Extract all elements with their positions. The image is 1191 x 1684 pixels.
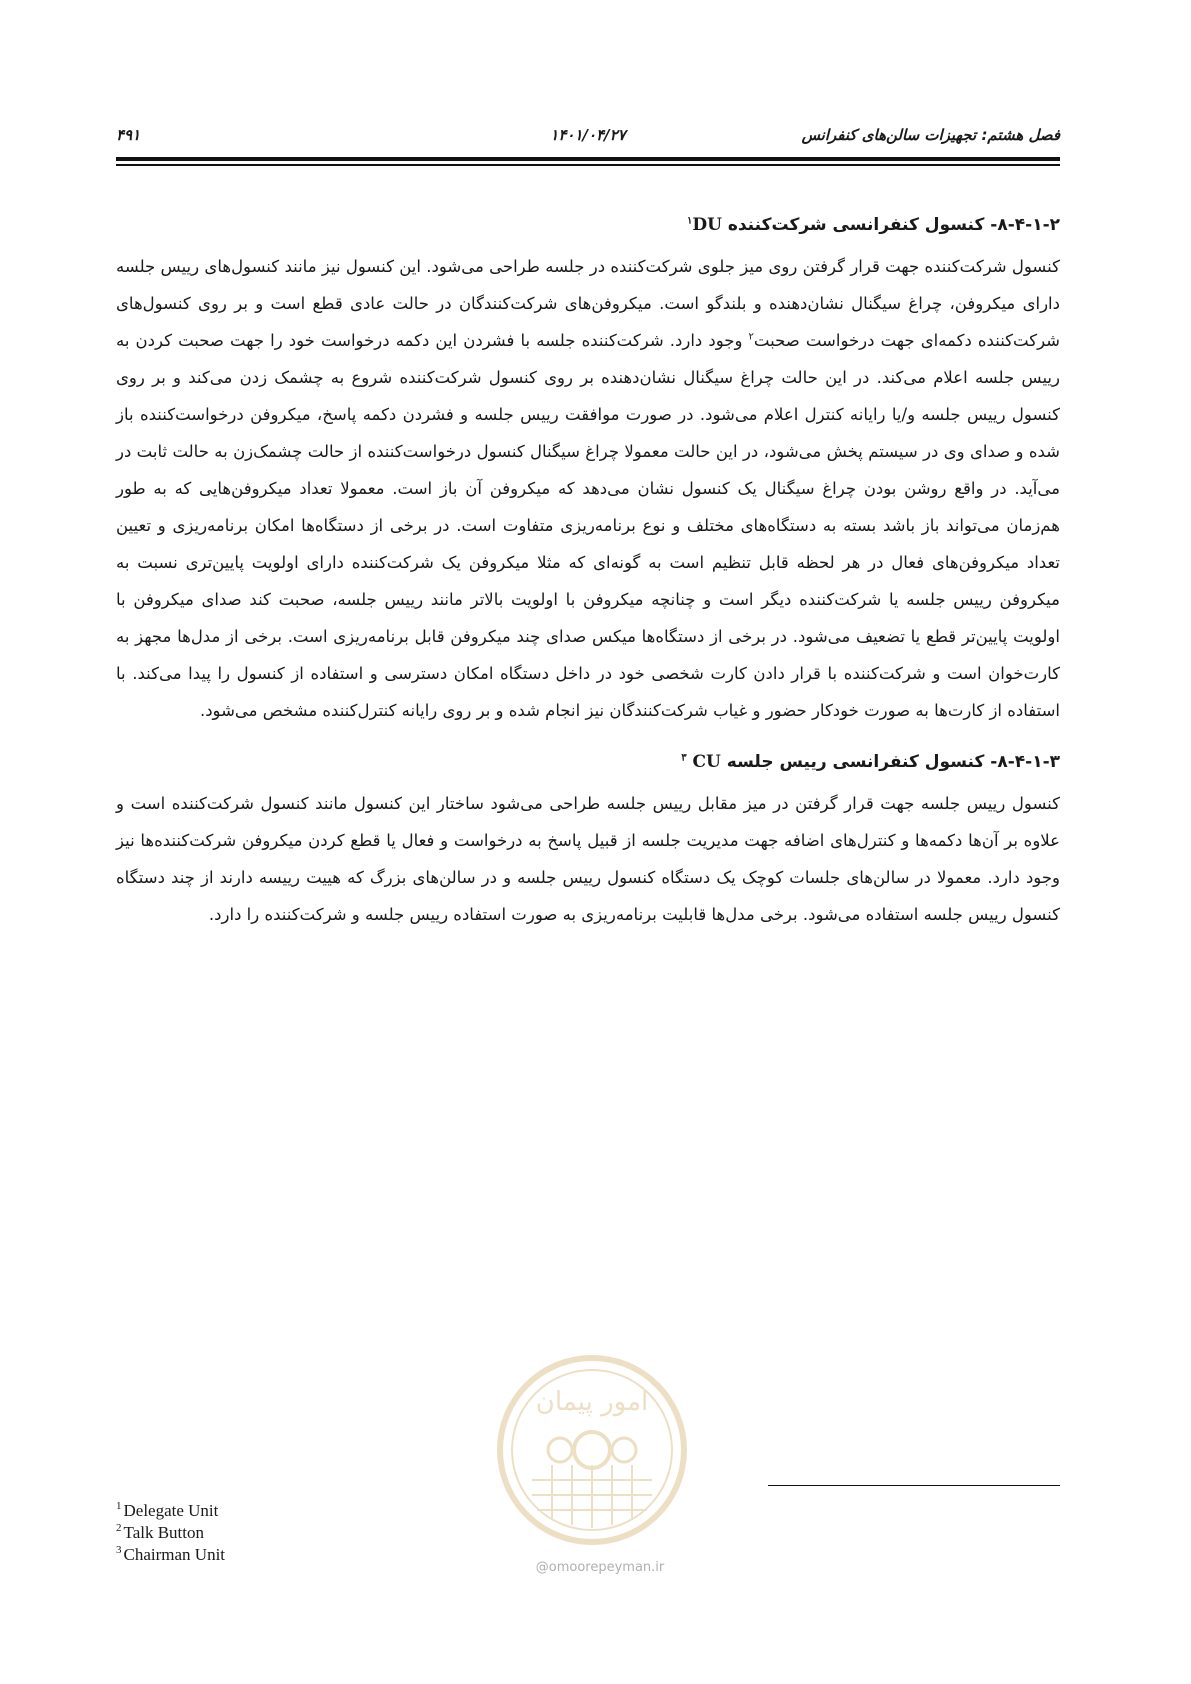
page-header (116, 122, 1060, 152)
footnote-marker: ۱ (686, 215, 693, 227)
footnote-marker: ۳ (681, 752, 687, 764)
section-heading-text: ۸-۴-۱-۲- کنسول کنفرانسی شرکت‌کننده (727, 215, 1060, 235)
paragraph-text-part1: کنسول شرکت‌کننده جهت قرار گرفتن روی میز جلوی شرکت‌کننده در جلسه طراحی می‌شود. این کنسول نیز مانند کنسول‌های رییس جلسه دارای میکروفن، چراغ سیگنال نشان‌دهنده و بلندگو است. میکروفن‌های شرکت‌کنندگان در حالت عادی قطع است و بر روی کنسول‌های شرکت‌کننده دکمه‌ای جهت درخواست صحبت (116, 257, 1061, 350)
watermark-logo (492, 1350, 692, 1580)
paragraph-text: کنسول رییس جلسه جهت قرار گرفتن در میز مقابل رییس جلسه طراحی می‌شود ساختار این کنسول مانند کنسول شرکت‌کننده است و علاوه بر آن‌ها دکمه‌ها و کنترل‌های اضافه جهت مدیریت جلسه از قبیل پاسخ به درخواست و فعال یا قطع کردن میکروفن شرکت‌کننده‌ها نیز وجود دارد. معمولا در سالن‌های جلسات کوچک یک دستگاه کنسول رییس جلسه و در سالن‌های بزرگ که هییت رییسه دارند از چند دستگاه کنسول رییس جلسه استفاده می‌شود. برخی مدل‌ها قابلیت برنامه‌ریزی به صورت استفاده رییس جلسه و شرکت‌کننده را دارد. (116, 794, 1060, 924)
paragraph-delegate-unit (116, 248, 1060, 729)
section-heading-abbr: $^۱$DU (686, 215, 722, 235)
paragraph-text (116, 248, 1060, 729)
footnotes (116, 1500, 516, 1566)
chapter-title: فصل هشتم: تجهیزات سالن‌های کنفرانس (801, 126, 1060, 144)
footnote-rule (768, 1485, 1060, 1486)
watermark-logo-text: امور پیمان (535, 1387, 649, 1417)
section-heading-cu (116, 747, 1060, 777)
footnote-marker: ۲ (748, 331, 754, 343)
page-content (116, 210, 1060, 933)
paragraph-chairman-unit (116, 785, 1060, 933)
section-heading-text: ۸-۴-۱-۳- کنسول کنفرانسی رییس جلسه (726, 752, 1060, 772)
page-number: ۴۹۱ (116, 126, 141, 144)
header-rule-thick (116, 157, 1060, 161)
paragraph-text-part2: وجود دارد. شرکت‌کننده جلسه با فشردن این دکمه درخواست خود را جهت صحبت کردن به رییس جلسه اعلام می‌کند. در این حالت چراغ سیگنال نشان‌دهنده بر روی کنسول شرکت‌کننده شروع به چشمک زدن می‌کند و بر روی کنسول رییس جلسه و/یا رایانه کنترل اعلام می‌شود. در صورت موافقت رییس جلسه و فشردن دکمه پاسخ، میکروفن درخواست‌کننده باز شده و صدای وی در سیستم پخش می‌شود، در این حالت معمولا چراغ سیگنال کنسول درخواست‌کننده از حالت چشمک‌زن به حالت ثابت در می‌آید. در واقع روشن بودن چراغ سیگنال یک کنسول نشان می‌دهد که میکروفن آن باز است. معمولا تعداد میکروفن‌هایی که به طور هم‌زمان می‌تواند باز باشد بسته به دستگاه‌های مختلف و نوع برنامه‌ریزی متفاوت است. در برخی از دستگاه‌ها امکان برنامه‌ریزی و تعیین تعداد میکروفن‌های فعال در هر لحظه قابل تنظیم است به گونه‌ای که مثلا میکروفن یک شرکت‌کننده دارای اولویت پایین‌تری نسبت به میکروفن رییس جلسه یا شرکت‌کننده دیگر است و چنانچه میکروفن با اولویت بالاتر مانند رییس جلسه، صحبت کند صدای میکروفن با اولویت پایین‌تر قطع یا تضعیف می‌شود. در برخی از دستگاه‌ها میکس صدای چند میکروفن قابل برنامه‌ریزی است. برخی از مدل‌ها مجهز به کارت‌خوان است و شرکت‌کننده با قرار دادن کارت شخصی خود در داخل دستگاه امکان دسترسی و استفاده از کنسول را پیدا می‌کند. با استفاده از کارت‌ها به صورت خودکار حضور و غیاب شرکت‌کنندگان نیز انجام شده و بر روی رایانه کنترل‌کننده مشخص می‌شود. (116, 331, 1060, 720)
footnote-1: $^1$ Delegate Unit (116, 1500, 219, 1520)
footnote-2: $^2$ Talk Button (116, 1522, 205, 1542)
header-rule-thin (116, 164, 1060, 166)
watermark-site: @omoorepeyman.ir (535, 1560, 665, 1575)
header-date: ۱۴۰۱/۰۴/۲۷ (550, 126, 626, 144)
section-heading-abbr: $^۳$ CU (681, 752, 721, 772)
footnote-3: $^3$ Chairman Unit (116, 1544, 226, 1564)
section-heading-du (116, 210, 1060, 240)
